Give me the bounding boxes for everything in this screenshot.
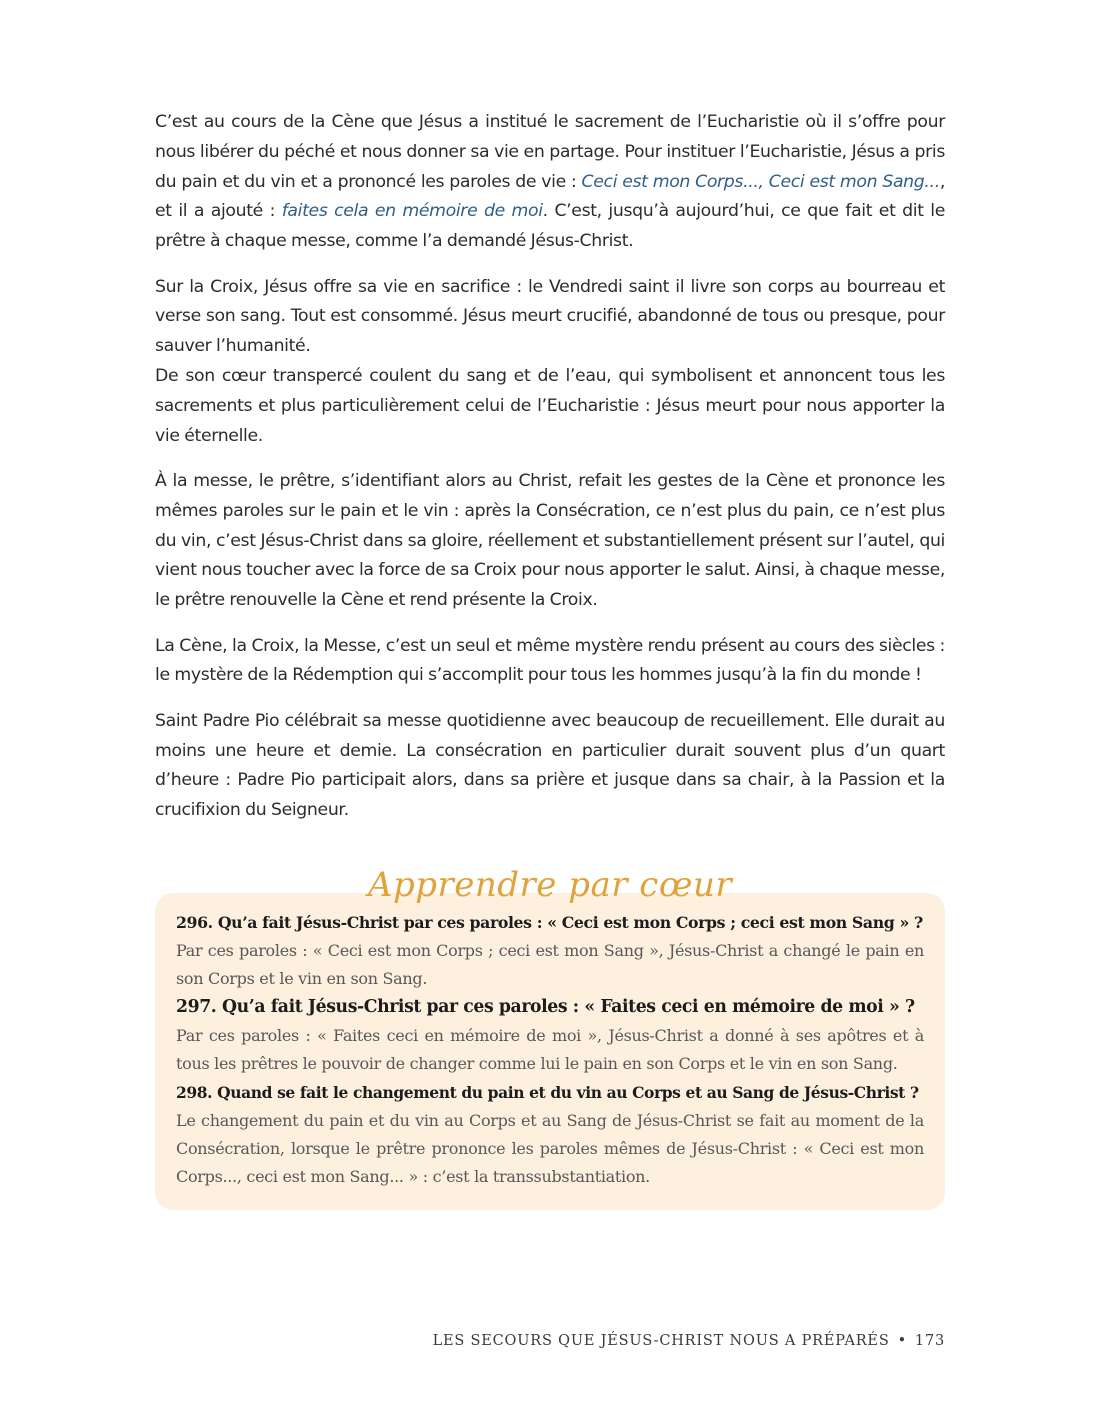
question: 298. Quand se fait le changement du pain et du vin au Corps et au Sang de Jésus-Christ ? [176,1083,919,1102]
learn-content [176,908,924,1191]
paragraph-text: C’est au cours de la Cène que Jésus a institué le sacrement de l’Eucharistie où il s’offre pour nous libérer du péché et nous donner sa vie en partage. Pour instituer l’Eucharistie, Jésus a pris du pain et du vin et a prononcé les paroles de vie : [155,112,945,192]
paragraph-text: , et il a ajouté : [155,171,945,222]
paragraph-cene [155,108,945,257]
paragraph-coeur: De son cœur transpercé coulent du sang et de l’eau, qui symbolisent et annoncent tous les sacrements et plus particulièrement celui de l’Eucharistie : Jésus meurt pour nous apporter la vie éternelle. [155,365,945,446]
paragraph-padre-pio: Saint Padre Pio célébrait sa messe quotidienne avec beaucoup de recueillement. Elle durait au moins une heure et demie. La consécration en particulier durait souvent plus d’un quart d’heure : Padre Pio participait alors, dans sa prière et jusque dans sa chair, à la Passion et la crucifixion du Seigneur. [155,710,945,821]
page-footer [400,1333,945,1349]
paragraph-croix: Sur la Croix, Jésus offre sa vie en sacrifice : le Vendredi saint il livre son corps au bourreau et verse son sang. Tout est consommé. Jésus meurt crucifié, abandonné de tous ou presque, pour sauver l’humanité. [155,276,945,357]
qa-item [176,908,924,993]
qa-item [176,993,924,1078]
question: 297. Qu’a fait Jésus-Christ par ces paroles : « Faites ceci en mémoire de moi » ? [176,997,915,1017]
paragraph-mystere: La Cène, la Croix, la Messe, c’est un seul et même mystère rendu présent au cours des siècles : le mystère de la Rédemption qui s’accomplit pour tous les hommes jusqu’à la fin du monde ! [155,635,945,686]
running-title: LES SECOURS QUE JÉSUS-CHRIST NOUS A PRÉPARÉS [432,1333,890,1349]
page-number: 173 [914,1333,945,1349]
paragraph-messe: À la messe, le prêtre, s’identifiant alors au Christ, refait les gestes de la Cène et prononce les mêmes paroles sur le pain et le vin : après la Consécration, ce n’est plus du pain, ce n’est plus du vin, c’est Jésus-Christ dans sa gloire, réellement et substantiellement présent sur l’autel, qui vient nous toucher avec la force de sa Croix pour nous apporter le salut. Ainsi, à chaque messe, le prêtre renouvelle la Cène et rend présente la Croix. [155,470,945,611]
answer: Par ces paroles : « Faites ceci en mémoire de moi », Jésus-Christ a donné à ses apôtres et à tous les prêtres le pouvoir de changer comme lui le pain en son Corps et le vin en son Sang. [176,1026,924,1073]
learn-title: Apprendre par cœur [367,865,733,905]
paragraph-text: . C’est, jusqu’à aujourd’hui, ce que fait et dit le prêtre à chaque messe, comme l’a demandé Jésus-Christ. [155,201,946,252]
footer-separator: • [897,1333,907,1349]
quote-highlight: Ceci est mon Corps..., Ceci est mon Sang... [581,171,940,192]
answer: Le changement du pain et du vin au Corps et au Sang de Jésus-Christ se fait au moment de la Consécration, lorsque le prêtre prononce les paroles mêmes de Jésus-Christ : « Ceci est mon Corps..., ceci est mon Sang... » : c’est la transsubstantiation. [176,1111,924,1186]
main-text [155,108,945,842]
quote-highlight: faites cela en mémoire de moi [281,201,543,222]
answer: Par ces paroles : « Ceci est mon Corps ; ceci est mon Sang », Jésus-Christ a changé le pain en son Corps et le vin en son Sang. [176,941,924,988]
qa-item [176,1078,924,1191]
question: 296. Qu’a fait Jésus-Christ par ces paroles : « Ceci est mon Corps ; ceci est mon Sang » ? [176,913,923,932]
